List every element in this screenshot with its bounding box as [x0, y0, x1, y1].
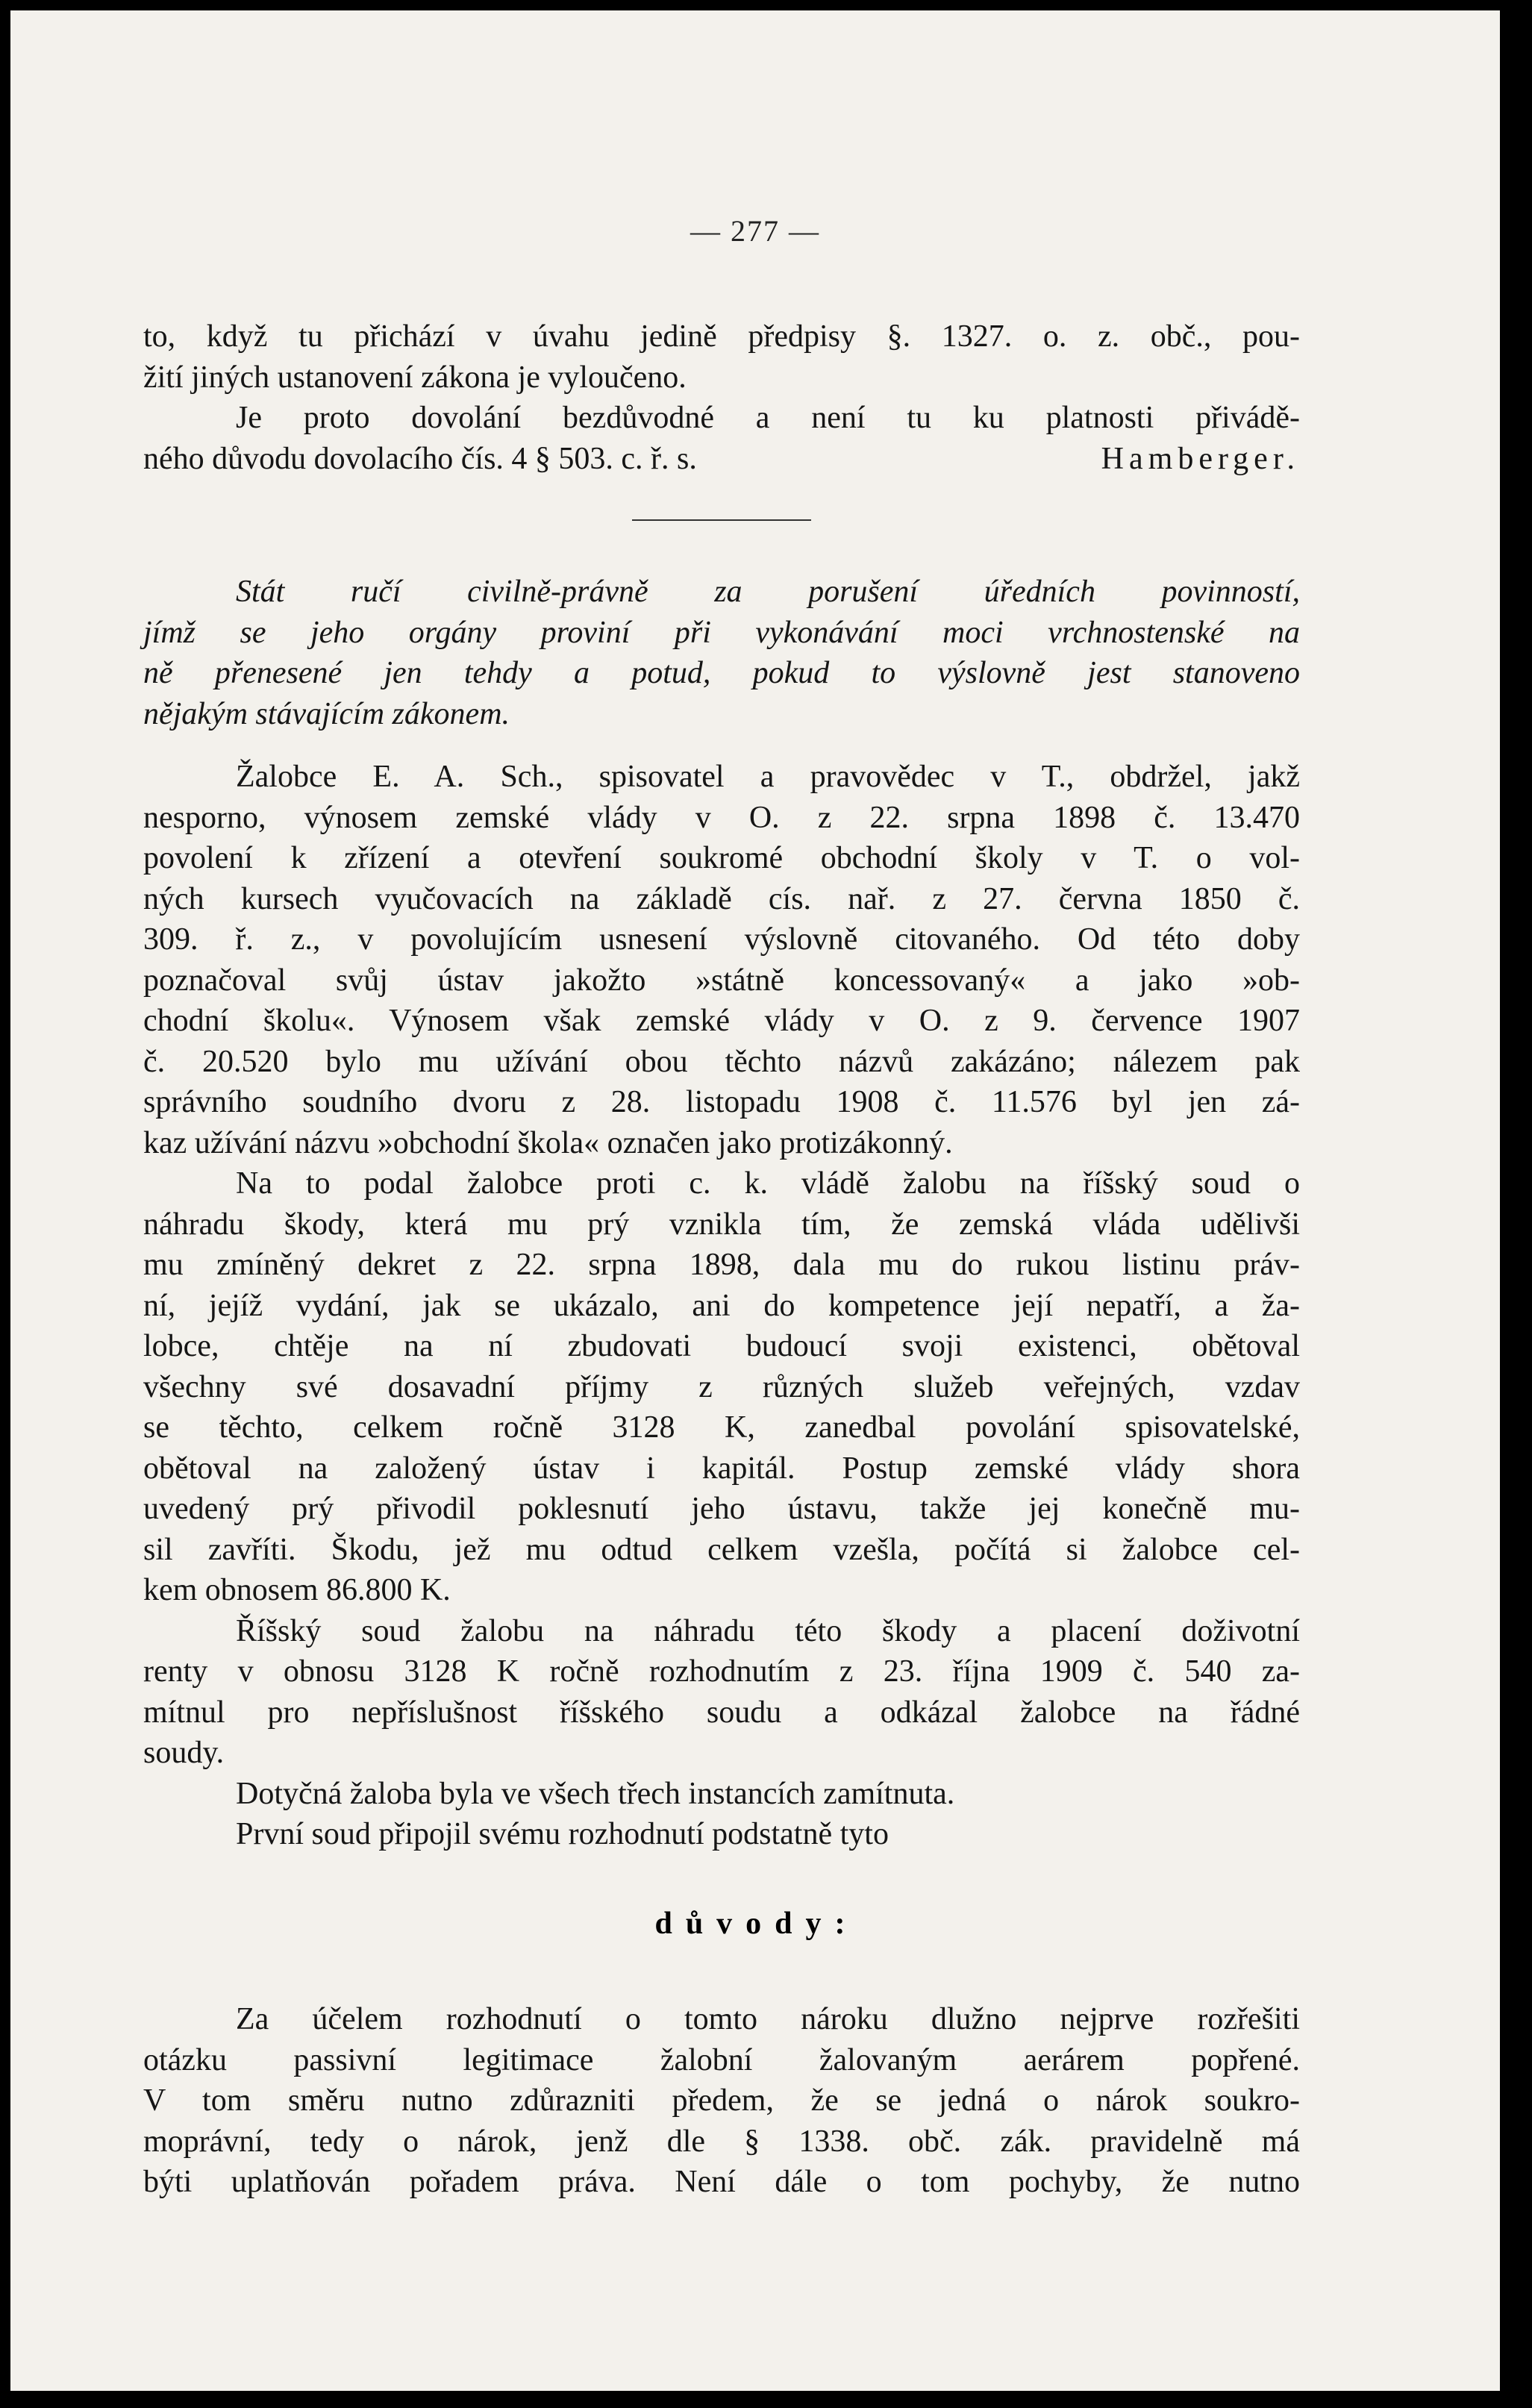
text-line: Říšský soud žalobu na náhradu této škody a placení doživotní [236, 1613, 1300, 1648]
text-line: žití jiných ustanovení zákona je vyloučeno. [143, 360, 687, 395]
paragraph-4 [143, 1774, 1300, 1815]
conclusion-text: ného důvodu dovolacího čís. 4 § 503. c. ř. s. [143, 441, 697, 476]
body-text [143, 757, 1300, 1855]
text-line: soudy. [143, 1736, 225, 1770]
section-title: důvody: [654, 1907, 859, 1941]
headnote-line: nějakým stávajícím zákonem. [143, 696, 510, 731]
headnote-line: jímž se jeho orgány proviní při vykonávání moci vrchnostenské na [143, 615, 1300, 650]
text-line: kem obnosem 86.800 K. [143, 1573, 451, 1607]
text-line: ní, jejíž vydání, jak se ukázalo, ani do kompetence její nepatří, a ža- [143, 1288, 1300, 1323]
text-line: mu zmíněný dekret z 22. srpna 1898, dala mu do rukou listinu práv- [143, 1248, 1300, 1282]
text-line: lobce, chtěje na ní zbudovati budoucí svoji existenci, obětoval [143, 1329, 1300, 1363]
text-line: býti uplatňován pořadem práva. Není dále o tom pochyby, že nutno [143, 2165, 1300, 2199]
page-number: — 277 — [690, 214, 820, 248]
text-line: sil zavříti. Škodu, jež mu odtud celkem vzešla, počítá si žalobce cel- [143, 1532, 1300, 1567]
headnote-line: ně přenesené jen tehdy a potud, pokud to výslovně jest stanoveno [143, 656, 1300, 690]
text-line: moprávní, tedy o nárok, jenž dle § 1338. obč. zák. pravidelně má [143, 2124, 1300, 2159]
text-line: povolení k zřízení a otevření soukromé obchodní školy v T. o vol- [143, 841, 1300, 875]
text-line: V tom směru nutno zdůrazniti předem, že se jedná o nárok soukro- [143, 2083, 1300, 2118]
headnote-line: Stát ručí civilně-právně za porušení úředních povinností, [236, 575, 1300, 609]
text-line: to, když tu přichází v úvahu jedině předpisy §. 1327. o. z. obč., pou- [143, 319, 1300, 354]
text-line: Za účelem rozhodnutí o tomto nároku dlužno nejprve rozřešiti [236, 2002, 1300, 2036]
text-line: chodní školu«. Výnosem však zemské vlády v O. z 9. července 1907 [143, 1004, 1300, 1038]
paragraph-5 [143, 1814, 1300, 1855]
text-line: kaz užívání názvu »obchodní škola« označen jako protizákonný. [143, 1125, 953, 1160]
text-line: uvedený prý přivodil poklesnutí jeho ústavu, takže jej konečně mu- [143, 1492, 1300, 1526]
text-line: se těchto, celkem ročně 3128 K, zanedbal povolání spisovatelské, [143, 1410, 1300, 1445]
reasons-text [143, 1999, 1300, 2203]
paragraph-1 [143, 757, 1300, 1163]
paragraph-3 [143, 1611, 1300, 1774]
text-line: otázku passivní legitimace žalobní žalovaným aerárem popřené. [143, 2042, 1300, 2077]
text-line: správního soudního dvoru z 28. listopadu 1908 č. 11.576 byl jen zá- [143, 1085, 1300, 1119]
text-line: Žalobce E. A. Sch., spisovatel a pravovědec v T., obdržel, jakž [236, 760, 1300, 794]
text-line: obětoval na založený ústav i kapitál. Postup zemské vlády shora [143, 1451, 1300, 1486]
text-line: mítnul pro nepříslušnost říšského soudu a odkázal žalobce na řádné [143, 1695, 1300, 1730]
scanned-page [10, 10, 1500, 2391]
text-line: Na to podal žalobce proti c. k. vládě žalobu na říšský soud o [236, 1166, 1300, 1201]
text-line: První soud připojil svému rozhodnutí podstatně tyto [236, 1817, 889, 1851]
text-line [143, 439, 1300, 480]
text-line: poznačoval svůj ústav jakožto »státně koncessovaný« a jako »ob- [143, 963, 1300, 998]
author-signature: Hamberger. [1101, 441, 1300, 476]
paragraph-6 [143, 1999, 1300, 2203]
text-line: nesporno, výnosem zemské vlády v O. z 22. srpna 1898 č. 13.470 [143, 800, 1300, 835]
text-line: Je proto dovolání bezdůvodné a není tu ku platnosti přivádě- [236, 401, 1300, 435]
text-line: č. 20.520 bylo mu užívání obou těchto názvů zakázáno; nálezem pak [143, 1044, 1300, 1079]
text-line: 309. ř. z., v povolujícím usnesení výslovně citovaného. Od této doby [143, 922, 1300, 957]
paragraph-2 [143, 1163, 1300, 1611]
text-line: náhradu škody, která mu prý vznikla tím, že zemská vláda udělivši [143, 1207, 1300, 1242]
text-line: všechny své dosavadní příjmy z různých služeb veřejných, vzdav [143, 1369, 1300, 1404]
headnote [143, 572, 1300, 734]
section-divider [632, 519, 811, 521]
text-line: Dotyčná žaloba byla ve všech třech instancích zamítnuta. [236, 1776, 955, 1811]
text-line: renty v obnosu 3128 K ročně rozhodnutím z 23. října 1909 č. 540 za- [143, 1654, 1300, 1689]
text-line: ných kursech vyučovacích na základě cís. nař. z 27. června 1850 č. [143, 881, 1300, 916]
intro-paragraph [143, 316, 1300, 479]
